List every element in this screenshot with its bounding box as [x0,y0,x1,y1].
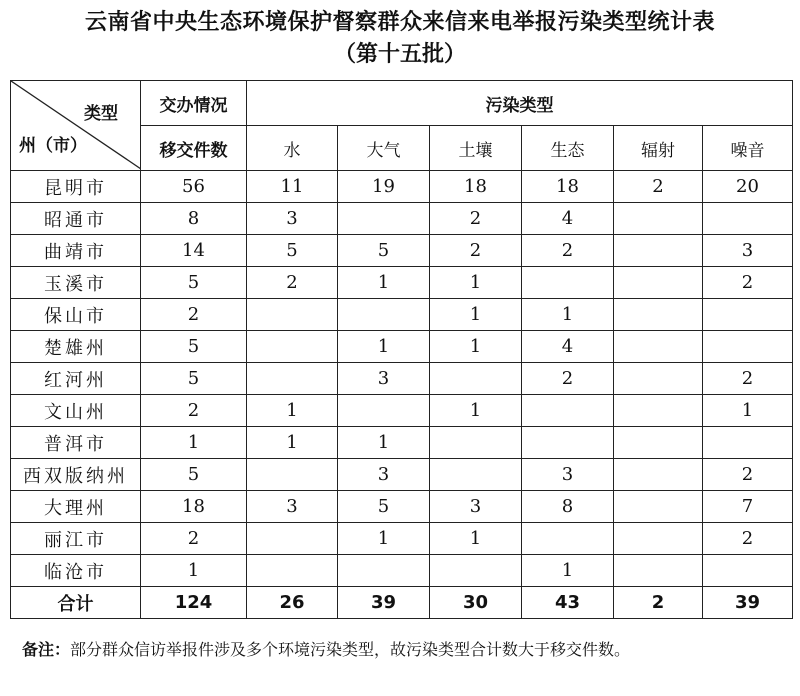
pollution-count-cell [338,395,430,427]
page-subtitle: （第十五批） [333,41,466,67]
table-row [11,235,793,267]
pollution-count-cell [338,299,430,331]
pollution-count-cell: 1 [430,523,522,555]
footnote-label: 备注： [22,640,71,659]
pollution-count-cell [703,427,793,459]
total-value-cell: 39 [703,587,793,619]
pollution-count-cell [614,523,703,555]
total-value-cell: 39 [338,587,430,619]
pollution-count-cell [247,363,338,395]
city-name-cell: 普洱市 [11,427,141,459]
pollution-count-cell [614,299,703,331]
assigned-count-cell: 18 [141,491,247,523]
pollution-count-cell [614,363,703,395]
pollution-col-header: 水 [247,126,338,171]
pollution-col-header: 生态 [522,126,614,171]
pollution-count-cell: 2 [430,235,522,267]
table-row [11,555,793,587]
pollution-count-cell: 4 [522,331,614,363]
assigned-count-cell: 5 [141,267,247,299]
pollution-count-cell [614,395,703,427]
pollution-group-header: 污染类型 [247,81,793,126]
pollution-count-cell: 20 [703,171,793,203]
assigned-count-cell: 1 [141,427,247,459]
pollution-count-cell: 1 [430,331,522,363]
pollution-count-cell [703,299,793,331]
city-name-cell: 昭通市 [11,203,141,235]
pollution-count-cell [247,299,338,331]
pollution-count-cell [522,523,614,555]
city-name-cell: 楚雄州 [11,331,141,363]
assigned-count-cell: 2 [141,299,247,331]
city-name-cell: 丽江市 [11,523,141,555]
pollution-count-cell [703,203,793,235]
pollution-col-header: 大气 [338,126,430,171]
pollution-count-cell: 1 [247,427,338,459]
pollution-count-cell: 1 [522,299,614,331]
pollution-count-cell: 8 [522,491,614,523]
city-name-cell: 大理州 [11,491,141,523]
table-row [11,395,793,427]
pollution-count-cell: 3 [522,459,614,491]
corner-label-city: 州（市） [19,136,87,156]
pollution-count-cell: 19 [338,171,430,203]
pollution-count-cell: 5 [338,235,430,267]
pollution-count-cell [703,555,793,587]
pollution-count-cell [614,427,703,459]
total-value-cell: 2 [614,587,703,619]
pollution-count-cell: 3 [703,235,793,267]
pollution-count-cell [338,203,430,235]
pollution-count-cell: 3 [247,203,338,235]
pollution-count-cell: 2 [703,459,793,491]
statistics-table [10,80,793,619]
pollution-count-cell: 2 [703,363,793,395]
total-row [11,587,793,619]
table-row [11,299,793,331]
table-row [11,363,793,395]
pollution-count-cell [430,363,522,395]
assigned-count-cell: 5 [141,331,247,363]
total-value-cell: 30 [430,587,522,619]
pollution-count-cell [614,267,703,299]
table-row [11,427,793,459]
pollution-count-cell [247,555,338,587]
pollution-count-cell [247,459,338,491]
pollution-count-cell: 3 [247,491,338,523]
total-value-cell: 26 [247,587,338,619]
pollution-count-cell [614,235,703,267]
pollution-count-cell: 3 [338,363,430,395]
corner-header-cell [11,81,141,171]
pollution-count-cell: 1 [247,395,338,427]
assigned-group-header: 交办情况 [141,81,247,126]
pollution-count-cell: 11 [247,171,338,203]
pollution-col-header: 噪音 [703,126,793,171]
corner-label-type: 类型 [84,104,118,124]
pollution-count-cell: 7 [703,491,793,523]
pollution-count-cell: 1 [703,395,793,427]
pollution-count-cell [614,491,703,523]
table-row [11,267,793,299]
city-name-cell: 临沧市 [11,555,141,587]
pollution-count-cell: 1 [338,523,430,555]
page-title: 云南省中央生态环境保护督察群众来信来电举报污染类型统计表 [84,9,715,35]
pollution-count-cell: 1 [338,267,430,299]
pollution-col-header: 土壤 [430,126,522,171]
pollution-count-cell: 1 [430,267,522,299]
pollution-count-cell: 1 [338,331,430,363]
assigned-count-cell: 8 [141,203,247,235]
total-value-cell: 43 [522,587,614,619]
assigned-count-cell: 2 [141,395,247,427]
pollution-count-cell: 4 [522,203,614,235]
footnote [22,637,792,663]
pollution-count-cell [522,427,614,459]
pollution-count-cell [430,427,522,459]
pollution-count-cell: 2 [522,363,614,395]
pollution-count-cell: 2 [614,171,703,203]
city-name-cell: 玉溪市 [11,267,141,299]
total-value-cell: 124 [141,587,247,619]
table-row [11,459,793,491]
table-row [11,171,793,203]
pollution-count-cell [522,395,614,427]
table-row [11,523,793,555]
pollution-count-cell [247,331,338,363]
pollution-count-cell: 2 [703,523,793,555]
pollution-count-cell: 18 [522,171,614,203]
pollution-count-cell: 1 [338,427,430,459]
city-name-cell: 西双版纳州 [11,459,141,491]
pollution-count-cell [430,555,522,587]
city-name-cell: 保山市 [11,299,141,331]
assigned-count-header: 移交件数 [141,126,247,171]
pollution-count-cell: 3 [338,459,430,491]
city-name-cell: 昆明市 [11,171,141,203]
city-name-cell: 红河州 [11,363,141,395]
pollution-count-cell [614,203,703,235]
pollution-count-cell: 3 [430,491,522,523]
assigned-count-cell: 2 [141,523,247,555]
pollution-count-cell: 2 [522,235,614,267]
pollution-count-cell: 18 [430,171,522,203]
table-row [11,491,793,523]
pollution-col-header: 辐射 [614,126,703,171]
assigned-count-cell: 56 [141,171,247,203]
pollution-count-cell: 1 [522,555,614,587]
pollution-count-cell: 1 [430,299,522,331]
pollution-count-cell [522,267,614,299]
pollution-count-cell [614,459,703,491]
assigned-count-cell: 5 [141,363,247,395]
pollution-count-cell: 5 [338,491,430,523]
table-row [11,331,793,363]
pollution-count-cell: 1 [430,395,522,427]
table-row [11,203,793,235]
assigned-count-cell: 5 [141,459,247,491]
pollution-count-cell: 5 [247,235,338,267]
footnote-text: 部分群众信访举报件涉及多个环境污染类型，故污染类型合计数大于移交件数。 [70,640,631,659]
pollution-count-cell [614,331,703,363]
pollution-count-cell: 2 [247,267,338,299]
assigned-count-cell: 1 [141,555,247,587]
pollution-count-cell: 2 [703,267,793,299]
city-name-cell: 曲靖市 [11,235,141,267]
pollution-count-cell [614,555,703,587]
assigned-count-cell: 14 [141,235,247,267]
pollution-count-cell [703,331,793,363]
city-name-cell: 文山州 [11,395,141,427]
total-label-cell: 合计 [11,587,141,619]
pollution-count-cell [247,523,338,555]
pollution-count-cell: 2 [430,203,522,235]
pollution-count-cell [430,459,522,491]
pollution-count-cell [338,555,430,587]
